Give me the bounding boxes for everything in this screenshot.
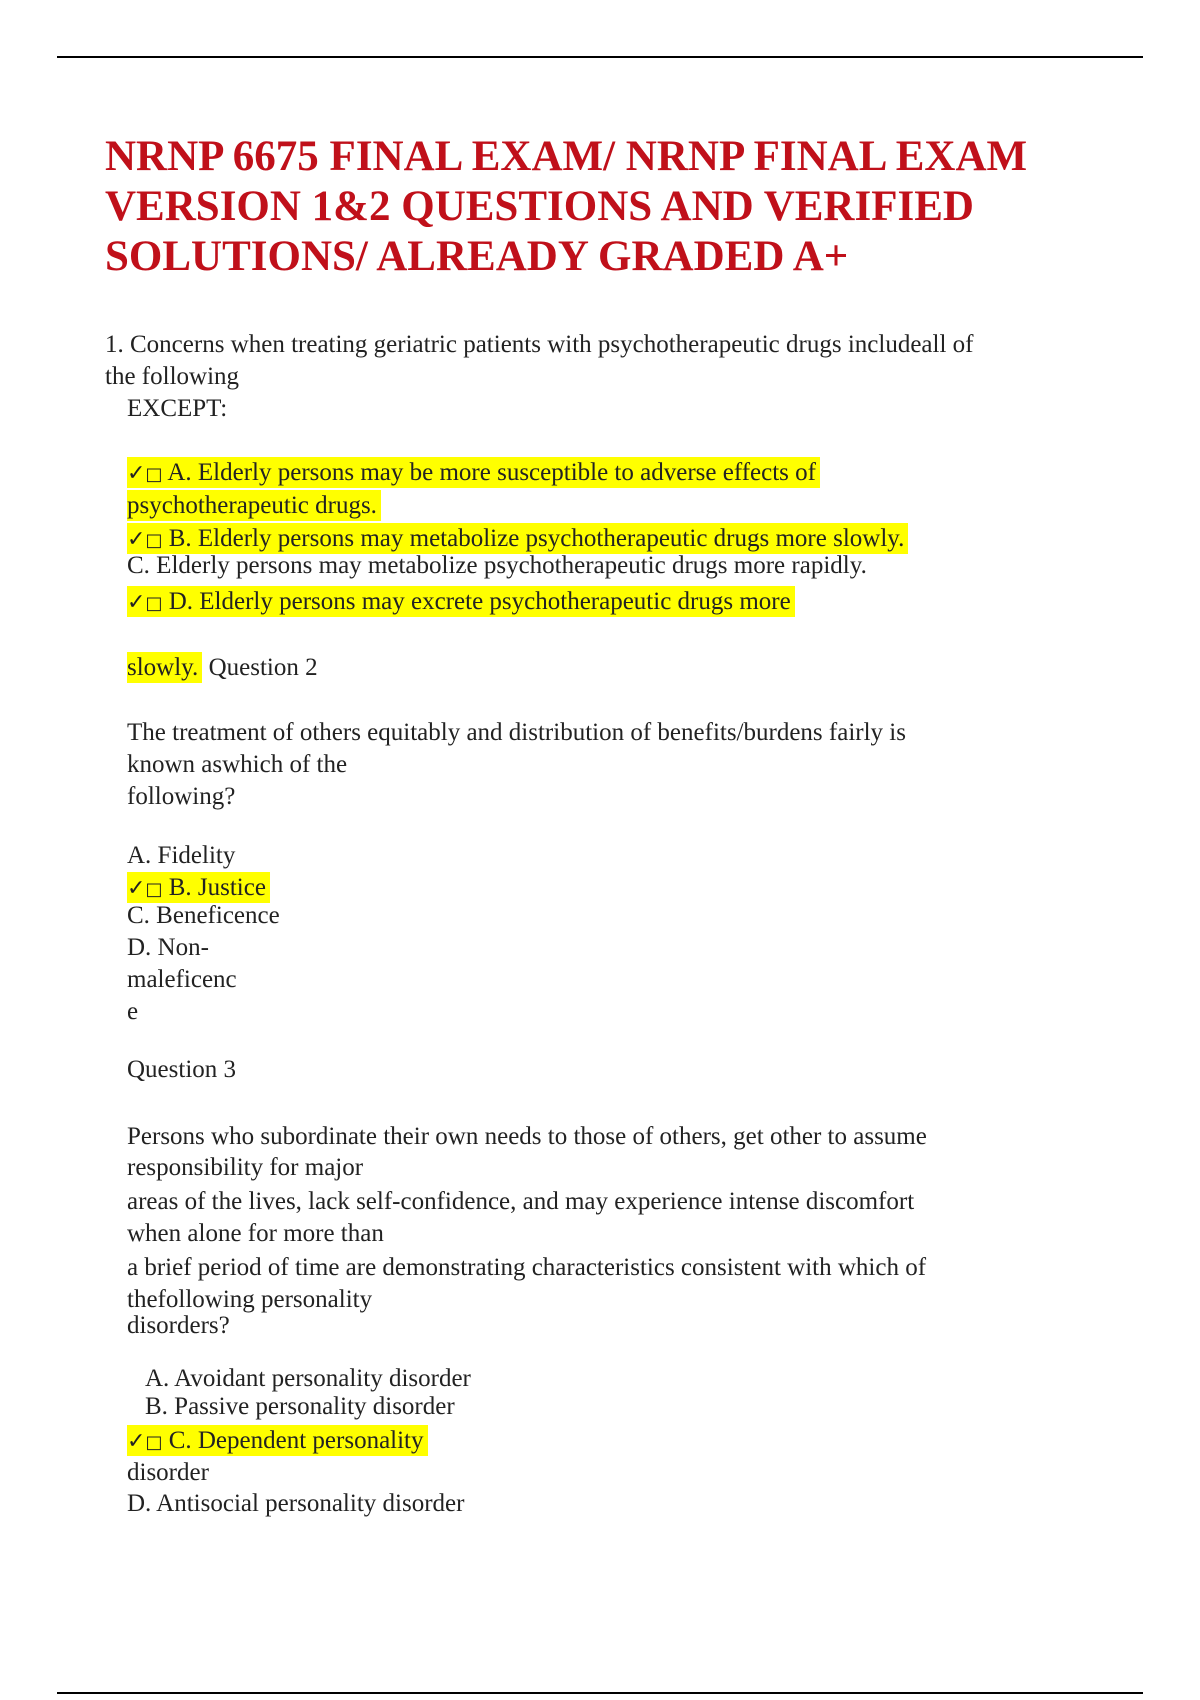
q3-stem-line: disorders? [127, 1312, 230, 1339]
top-rule [57, 56, 1143, 58]
title-line: NRNP 6675 FINAL EXAM/ NRNP FINAL EXAM [105, 133, 1028, 180]
checkmark-icon: ✓ [127, 461, 146, 486]
q2-stem-line: The treatment of others equitably and distribution of benefits/burdens fairly is [127, 719, 906, 746]
q3-stem-line: thefollowing personality [127, 1286, 373, 1313]
q3-stem-line: Persons who subordinate their own needs to those of others, get other to assume [127, 1123, 927, 1150]
bottom-rule [57, 1692, 1143, 1694]
question-2-label: Question 2 [202, 654, 318, 681]
checkmark-icon: ✓ [127, 876, 146, 901]
q1-option-b [127, 524, 908, 554]
option-text: B. Justice [168, 874, 266, 901]
checkbox-icon: □ [145, 530, 163, 551]
answer-highlight [127, 523, 908, 554]
answer-highlight: slowly. [127, 652, 202, 683]
q3-stem-line: when alone for more than [127, 1220, 384, 1247]
q2-option-b [127, 873, 270, 903]
q1-option-a-cont [127, 491, 381, 521]
q1-option-a [127, 458, 820, 488]
checkbox-icon: □ [145, 1432, 163, 1453]
title-line: VERSION 1&2 QUESTIONS AND VERIFIED [105, 183, 974, 230]
q3-stem-line: a brief period of time are demonstrating characteristics consistent with which of [127, 1254, 927, 1281]
q1-stem-line: 1. Concerns when treating geriatric patients with psychotherapeutic drugs includeall of [105, 331, 974, 358]
answer-highlight [127, 872, 270, 903]
question-3-label: Question 3 [127, 1056, 237, 1083]
checkmark-icon: ✓ [127, 527, 146, 552]
option-text: C. Dependent personality [168, 1427, 424, 1454]
q3-option-b: B. Passive personality disorder [145, 1393, 455, 1420]
checkbox-icon: □ [145, 464, 163, 485]
document-title [105, 132, 1115, 282]
q3-option-c-cont: disorder [127, 1459, 209, 1486]
checkmark-icon: ✓ [127, 1429, 146, 1454]
q3-stem-line: areas of the lives, lack self-confidence, and may experience intense discomfort [127, 1188, 915, 1215]
q2-stem-line: known aswhich of the [127, 751, 348, 778]
checkbox-icon: □ [145, 879, 163, 900]
answer-highlight [127, 586, 795, 617]
q1-option-d [127, 587, 795, 617]
q3-option-d: D. Antisocial personality disorder [127, 1490, 465, 1517]
option-text: B. Elderly persons may metabolize psychotherapeutic drugs more slowly. [168, 525, 905, 552]
q3-option-c [127, 1426, 428, 1456]
answer-highlight [127, 457, 820, 488]
q2-stem-line: following? [127, 783, 236, 810]
q1-option-d-cont [127, 653, 318, 683]
q3-option-a: A. Avoidant personality disorder [145, 1365, 471, 1392]
q2-option-d-cont: maleficenc [127, 966, 237, 993]
checkmark-icon: ✓ [127, 590, 146, 615]
q1-stem-line: EXCEPT: [127, 395, 228, 422]
answer-highlight: psychotherapeutic drugs. [127, 490, 381, 521]
title-line: SOLUTIONS/ ALREADY GRADED A+ [105, 233, 849, 280]
option-text: A. Elderly persons may be more susceptible to adverse effects of [167, 459, 816, 486]
q1-stem-line: the following [105, 363, 240, 390]
q1-option-c: C. Elderly persons may metabolize psychotherapeutic drugs more rapidly. [127, 552, 867, 579]
answer-highlight [127, 1425, 428, 1456]
q3-stem-line: responsibility for major [127, 1154, 364, 1181]
q2-option-d-cont: e [127, 998, 139, 1025]
q2-option-a: A. Fidelity [127, 842, 236, 869]
checkbox-icon: □ [145, 593, 163, 614]
option-text: D. Elderly persons may excrete psychotherapeutic drugs more [168, 588, 791, 615]
q2-option-d: D. Non- [127, 934, 209, 961]
q2-option-c: C. Beneficence [127, 902, 280, 929]
